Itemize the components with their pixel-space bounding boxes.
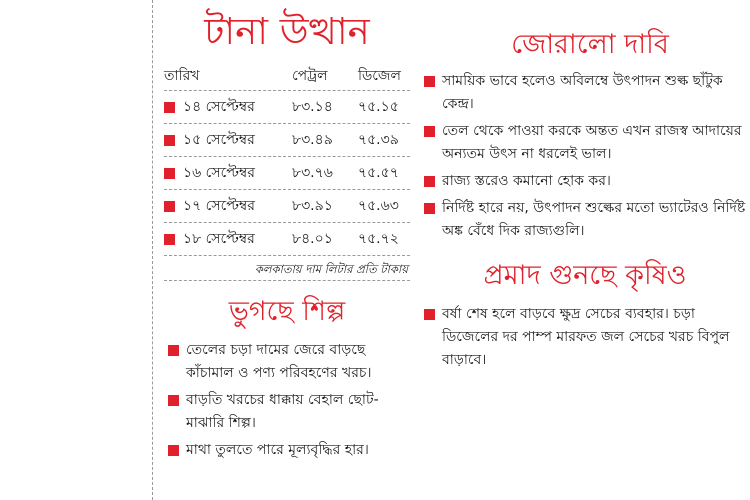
bullet-text: তেলের চড়া দামের জেরে বাড়ছে কাঁচামাল ও পণ্য পরিবহণের খরচ। <box>186 342 372 381</box>
row-date: ১৪ সেপ্টেম্বর <box>183 99 255 115</box>
row-petrol: ৮৪.০১ <box>292 231 333 247</box>
column-divider <box>152 0 153 500</box>
row-date: ১৭ সেপ্টেম্বর <box>183 198 255 214</box>
bullet-square-icon <box>168 445 179 456</box>
row-petrol: ৮৩.৭৬ <box>292 165 333 181</box>
bullet-text: মাথা তুলতে পারে মূল্যবৃদ্ধির হার। <box>186 442 369 458</box>
table-row <box>164 189 410 222</box>
list-item <box>420 120 750 166</box>
row-diesel: ৭৫.১৫ <box>358 99 399 115</box>
col-date-header: তারিখ <box>164 68 200 84</box>
row-petrol: ৮৩.১৪ <box>292 99 333 115</box>
col-diesel-header: ডিজেল <box>358 68 401 84</box>
bullet-square-icon <box>164 102 175 113</box>
bullet-text: তেল থেকে পাওয়া করকে অন্তত এখন রাজস্ব আদায়ের অন্যতম উৎস না ধরলেই ভাল। <box>442 123 742 162</box>
row-diesel: ৭৫.৩৯ <box>358 132 399 148</box>
table-row <box>164 222 410 255</box>
bullet-square-icon <box>168 345 179 356</box>
col-petrol-header: পেট্রল <box>292 68 328 84</box>
right-column <box>420 0 750 500</box>
industry-panel-title: ভুগছে শিল্প <box>228 296 346 327</box>
list-item <box>164 389 410 435</box>
row-diesel: ৭৫.৬৩ <box>358 198 399 214</box>
bullet-square-icon <box>424 203 435 214</box>
row-date: ১৮ সেপ্টেম্বর <box>183 231 255 247</box>
list-item <box>420 197 750 243</box>
row-petrol: ৮৩.৪৯ <box>292 132 333 148</box>
row-petrol: ৮৩.৯১ <box>292 198 333 214</box>
row-diesel: ৭৫.৫৭ <box>358 165 399 181</box>
row-date: ১৬ সেপ্টেম্বর <box>183 165 255 181</box>
price-table-header <box>164 62 410 90</box>
agri-panel-title: প্রমাদ গুনছে কৃষিও <box>483 260 687 291</box>
bullet-square-icon <box>164 234 175 245</box>
table-row <box>164 90 410 123</box>
table-row <box>164 123 410 156</box>
list-item <box>420 303 750 372</box>
table-row <box>164 156 410 189</box>
agri-bullet-list <box>420 303 750 372</box>
list-item <box>164 339 410 385</box>
price-panel-title: টানা উত্থান <box>204 10 370 53</box>
bullet-text: বর্ষা শেষ হলে বাড়বে ক্ষুদ্র সেচের ব্যবহার। চড়া ডিজেলের দর পাম্প মারফত জল সেচের খরচ বিপুল বাড়াবে। <box>442 306 730 368</box>
bullet-square-icon <box>164 135 175 146</box>
bullet-square-icon <box>164 201 175 212</box>
bullet-text: নির্দিষ্ট হারে নয়, উৎপাদন শুল্কের মতো ভ্যাটেরও নির্দিষ্ট অঙ্ক বেঁধে দিক রাজ্যগুলি। <box>442 200 746 239</box>
bullet-text: বাড়তি খরচের ধাক্কায় বেহাল ছোট-মাঝারি শিল্প। <box>186 392 379 431</box>
demand-bullet-list <box>420 70 750 243</box>
industry-bullet-list <box>164 339 410 462</box>
bullet-square-icon <box>424 126 435 137</box>
row-date: ১৫ সেপ্টেম্বর <box>183 132 255 148</box>
row-diesel: ৭৫.৭২ <box>358 231 399 247</box>
bullet-square-icon <box>424 309 435 320</box>
list-item <box>420 70 750 116</box>
bullet-square-icon <box>424 176 435 187</box>
demand-panel-title: জোরালো দাবি <box>511 29 669 60</box>
list-item <box>420 170 750 193</box>
list-item <box>164 439 410 462</box>
bullet-text: রাজ্য স্তরেও কমানো হোক কর। <box>442 173 611 189</box>
bullet-square-icon <box>164 168 175 179</box>
bullet-square-icon <box>424 76 435 87</box>
bullet-square-icon <box>168 395 179 406</box>
bullet-text: সাময়িক ভাবে হলেও অবিলম্বে উৎপাদন শুল্ক ছাঁটুক কেন্দ্র। <box>442 73 723 112</box>
price-source-note: কলকাতায় দাম লিটার প্রতি টাকায় <box>164 255 410 281</box>
left-column <box>164 0 410 500</box>
